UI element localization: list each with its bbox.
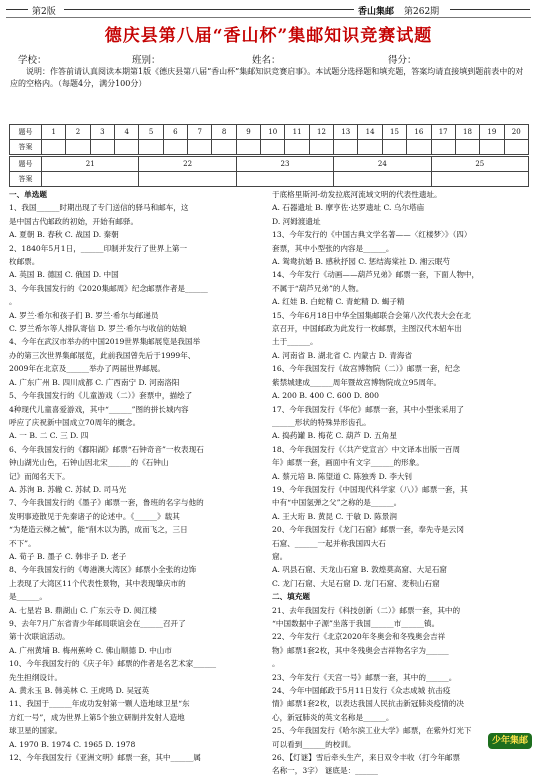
instructions: 说明：作答前请认真阅读本期第1版《德庆县第八届“香山杯”集邮知识竞赛启事》。本试题分选择题和填充题，答案均请直接填到题前表中的对应的空格内。（每题4分，满分100分） — [10, 67, 524, 88]
question-line: 。 — [272, 659, 280, 669]
question-line: 名称一，3字） 谜底是：______ — [272, 766, 378, 776]
question-line: A. 黄永玉 B. 韩美林 C. 王虎鸣 D. 吴冠英 — [9, 686, 150, 696]
question-line: 17、今年我国发行《华佗》邮票一套，其中小型张采用了 — [272, 404, 464, 414]
question-number: 4 — [115, 125, 139, 140]
header-rule-mid — [64, 9, 354, 10]
question-line: A. 罗兰·希尔和孩子们 B. 罗兰·希尔与邮递员 — [9, 310, 159, 320]
row-label: 答案 — [10, 172, 42, 187]
question-line: 。 — [9, 297, 17, 307]
question-line: 4种现代儿童喜爱游戏，其中“______”图的拼长城内容 — [9, 404, 189, 414]
answer-cell[interactable] — [334, 172, 431, 187]
question-line: 是中国古代邮政的初始，开始有邮驿。 — [9, 216, 139, 226]
question-line: 上表现了大湾区11个代表性景物，其中表现肇庆市的 — [9, 578, 186, 588]
question-line: 1、我国______时期出现了专门送信的驿马和邮车，这 — [9, 203, 189, 213]
question-line: 土于______。 — [272, 337, 318, 347]
question-line: 2、1840年5月1日，______印制并发行了世界上第一 — [9, 243, 188, 253]
question-line: 10、今年我国发行的《庆子年》邮票的作者是名艺术家______ — [9, 659, 217, 669]
question-line: C. 罗兰希尔等人排队寄信 D. 罗兰·希尔与收信的姑娘 — [9, 324, 187, 334]
answer-cell[interactable] — [358, 140, 382, 155]
question-number: 18 — [455, 125, 479, 140]
answer-cell[interactable] — [480, 140, 504, 155]
question-number: 22 — [139, 157, 236, 172]
question-line: 年》邮票一套，画面中有文字______的形象。 — [272, 458, 424, 468]
answer-cell[interactable] — [407, 140, 431, 155]
question-number: 19 — [480, 125, 504, 140]
question-line: 第十次联谊活动。 — [9, 632, 70, 642]
question-number: 25 — [431, 157, 528, 172]
question-line: A. 河南省 B. 湖北省 C. 内蒙古 D. 青海省 — [272, 350, 413, 360]
question-line: 25、今年我国发行《哈尔滨工业大学》邮票，在紫外灯光下 — [272, 726, 472, 736]
name-label: 姓名： — [252, 55, 281, 66]
question-line: A. 荀子 B. 墨子 C. 韩非子 D. 老子 — [9, 551, 127, 561]
question-line: A. 一 B. 二 C. 三 D. 四 — [9, 431, 89, 441]
answer-cell[interactable] — [236, 172, 333, 187]
question-line: “为楚造云梯之械”，能“削木以为鹊，成而飞之，三日 — [9, 525, 188, 535]
question-number: 8 — [212, 125, 236, 140]
question-line: A. 王大珩 B. 黄昆 C. 于敏 D. 陈景润 — [272, 511, 397, 521]
question-line: 6、今年我国发行的《鄱阳湖》邮票“石钟奇音”一枚表现石 — [9, 444, 204, 454]
question-line: 紫禁城建成______周年暨故宫博物院成立95周年。 — [272, 377, 442, 387]
question-line: A. 夏朝 B. 春秋 C. 战国 D. 秦朝 — [9, 230, 119, 240]
school-label: 学校： — [18, 55, 47, 66]
row-label: 题号 — [10, 125, 42, 140]
question-line: 13、今年发行的《中国古典文学名著——〈红楼梦〉》（四） — [272, 230, 472, 240]
question-line: 11、我国于______年成功发射第一颗人造地球卫星“东 — [9, 699, 190, 709]
question-line: ______形状的特殊异形齿孔。 — [272, 417, 371, 427]
header-rule-left — [6, 9, 28, 10]
question-line: 可以看到______的校训。 — [272, 739, 356, 749]
table-row — [10, 125, 529, 140]
question-line: 方红一号”，成为世界上第5个独立研制并发射人造地 — [9, 712, 185, 722]
table-row — [10, 172, 529, 187]
answer-cell[interactable] — [115, 140, 139, 155]
question-number: 9 — [236, 125, 260, 140]
question-line: 4、今年在武汉市举办的中国2019世界集邮展览是我国举 — [9, 337, 201, 347]
answer-cell[interactable] — [139, 140, 163, 155]
question-line: 15、今年6月18日中华全国集邮联合会第八次代表大会在北 — [272, 310, 471, 320]
row-label: 题号 — [10, 157, 42, 172]
header-publication: 香山集邮 — [358, 7, 395, 17]
question-line: A. 巩县石窟、天龙山石窟 B. 敦煌莫高窟、大足石窟 — [272, 565, 448, 575]
question-line: A. 鸳鸯抗婚 B. 感秋抒园 C. 惩结海棠社 D. 湘云眠芍 — [272, 257, 451, 267]
question-number: 17 — [431, 125, 455, 140]
question-number: 21 — [42, 157, 139, 172]
question-line: D. 河姆渡遗址 — [272, 216, 321, 226]
logo: 少年集邮 — [488, 733, 532, 749]
question-number: 2 — [66, 125, 90, 140]
question-line: A. 捣药罐 B. 梅花 C. 葫芦 D. 五角星 — [272, 431, 397, 441]
question-number: 15 — [382, 125, 406, 140]
answer-cell[interactable] — [285, 140, 309, 155]
answer-cell[interactable] — [382, 140, 406, 155]
question-line: A. 红娃 B. 白蛇精 C. 青蛇精 D. 蝎子精 — [272, 297, 405, 307]
answer-cell[interactable] — [431, 140, 455, 155]
question-line: 21、去年我国发行《科技创新（二）》邮票一套，其中的 — [272, 605, 461, 615]
answer-cell[interactable] — [188, 140, 212, 155]
question-line: 钟山湖光山色，石钟山因北宋______的《石钟山 — [9, 458, 169, 468]
question-number: 5 — [139, 125, 163, 140]
question-line: 18、今年我国发行《〈共产党宣言〉中文译本出版一百周 — [272, 444, 461, 454]
question-line: 20、今年我国发行《龙门石窟》邮票一套，奉先寺是云冈 — [272, 525, 464, 535]
question-line: 发明事迹散见于先秦诸子的论述中。《______》载其 — [9, 511, 180, 521]
question-number: 13 — [334, 125, 358, 140]
answer-cell[interactable] — [504, 140, 528, 155]
answer-table-1 — [9, 124, 529, 155]
question-line: 情》邮票1套2枚，以表达我国人民抗击新冠肺炎疫情的决 — [272, 699, 464, 709]
question-line: 物》邮票1套2枚，其中冬残奥会吉祥物名字为______ — [272, 645, 449, 655]
answer-cell[interactable] — [431, 172, 528, 187]
question-line: 16、今年我国发行《故宫博物院（二）》邮票一套，纪念 — [272, 364, 461, 374]
question-line: 中有“中国氢弹之父”之称的是______。 — [272, 498, 402, 508]
questions-right-column — [272, 188, 530, 778]
question-line: A. 1970 B. 1974 C. 1965 D. 1978 — [9, 739, 136, 749]
question-number: 6 — [163, 125, 187, 140]
question-line: A. 广州黄埔 B. 梅州蕉岭 C. 佛山顺德 D. 中山市 — [9, 645, 172, 655]
question-line: A. 英国 B. 德国 C. 俄国 D. 中国 — [9, 270, 119, 280]
answer-cell[interactable] — [42, 172, 139, 187]
header-divider — [6, 17, 531, 18]
question-line: 办的第三次世界集邮展览，此前我国曾先后于1999年、 — [9, 350, 196, 360]
question-line: 8、今年我国发行的《粤港澳大湾区》邮票小全张的边饰 — [9, 565, 197, 575]
question-line: 是______。 — [9, 592, 47, 602]
question-number: 11 — [285, 125, 309, 140]
answer-cell[interactable] — [66, 140, 90, 155]
question-line: 套票，其中小型张的内容是______。 — [272, 243, 394, 253]
answer-cell[interactable] — [42, 140, 66, 155]
question-line: 记》而闻名天下。 — [9, 471, 70, 481]
question-number: 1 — [42, 125, 66, 140]
question-line: A. 七星岩 B. 鼎湖山 C. 广东云寺 D. 阅江楼 — [9, 605, 157, 615]
question-line: 26、【灯谜】雪后牵头生产，来日双令丰收（打今年邮票 — [272, 753, 461, 763]
page-title: 德庆县第八届“香山杯”集邮知识竞赛试题 — [104, 26, 433, 46]
question-line: 一、单选题 — [9, 190, 47, 199]
answer-cell[interactable] — [236, 140, 260, 155]
question-line: “中国数据中子源”坐落于我国______市______镇。 — [272, 619, 440, 628]
question-line: 7、今年我国发行的《墨子》邮票一套，鲁班的名字与他的 — [9, 498, 204, 508]
question-line: 9、去年7月广东省青少年邮局联谊会在______召开了 — [9, 619, 186, 628]
question-number: 14 — [358, 125, 382, 140]
question-line: 5、今年我国发行的《儿童游戏（二）》套票中，描绘了 — [9, 391, 193, 401]
answer-cell[interactable] — [455, 140, 479, 155]
question-number: 12 — [309, 125, 333, 140]
answer-table-2 — [9, 156, 529, 187]
score-label: 得分： — [388, 55, 417, 66]
question-line: 23、今年发行《天宫一号》邮票一套，其中的______。 — [272, 672, 457, 682]
header-rule-right — [450, 9, 530, 10]
question-line: 先生担纲设计。 — [9, 672, 63, 682]
question-number: 10 — [261, 125, 285, 140]
answer-cell[interactable] — [90, 140, 114, 155]
row-label: 答案 — [10, 140, 42, 155]
question-line: A. 广东广州 B. 四川成都 C. 广西南宁 D. 河南洛阳 — [9, 377, 180, 387]
question-number: 20 — [504, 125, 528, 140]
answer-cell[interactable] — [309, 140, 333, 155]
question-line: 枚邮票。 — [9, 257, 40, 267]
question-line: A. 蔡元培 B. 陈望道 C. 陈独秀 D. 李大钊 — [272, 471, 413, 481]
answer-cell[interactable] — [163, 140, 187, 155]
answer-cell[interactable] — [261, 140, 285, 155]
question-line: 12、今年我国发行《亚洲文明》邮票一套，其中______属 — [9, 753, 201, 763]
class-label: 班别： — [132, 55, 161, 66]
question-line: 二、填充题 — [272, 592, 310, 602]
question-line: C. 龙门石窟、大足石窟 D. 龙门石窟、麦积山石窟 — [272, 578, 440, 588]
question-number: 23 — [236, 157, 333, 172]
answer-cell[interactable] — [139, 172, 236, 187]
question-line: 3、今年我国发行的《2020集邮周》纪念邮票作者是______ — [9, 283, 208, 293]
question-line: 2009年在北京及______举办了两届世界邮展。 — [9, 364, 166, 374]
answer-cell[interactable] — [334, 140, 358, 155]
question-line: 14、今年发行《动画——葫芦兄弟》邮票一套，下面人物中， — [272, 270, 480, 280]
question-line: 不下”。 — [9, 538, 36, 548]
answer-cell[interactable] — [212, 140, 236, 155]
question-line: 石窟、______一起并称我国四大石 — [272, 538, 386, 548]
question-line: 呼应了庆祝新中国成立70周年的概念。 — [9, 417, 141, 427]
question-line: A. 200 B. 400 C. 600 D. 800 — [272, 391, 379, 401]
question-line: 不属于“葫芦兄弟”的人物。 — [272, 283, 364, 293]
question-line: 窟。 — [272, 551, 288, 561]
question-line: 京召开，中国邮政为此发行一枚邮票，主图汉代木轺车出 — [272, 324, 462, 334]
question-line: 19、今年我国发行《中国现代科学家（八）》邮票一套，其 — [272, 484, 468, 494]
table-row — [10, 157, 529, 172]
header-issue: 第262期 — [404, 7, 440, 17]
question-number: 24 — [334, 157, 431, 172]
question-line: A. 苏洵 B. 苏辙 C. 苏轼 D. 司马光 — [9, 484, 127, 494]
question-line: 球卫星的国家。 — [9, 726, 63, 736]
question-line: 于底格里斯河-幼发拉底河流域文明的代表性遗址。 — [272, 190, 442, 199]
questions-left-column — [9, 188, 267, 764]
question-number: 3 — [90, 125, 114, 140]
question-number: 7 — [188, 125, 212, 140]
question-line: A. 石器遗址 B. 摩亨佐·达罗遗址 C. 乌尔塔庙 — [272, 203, 425, 213]
question-line: 心，新冠肺炎的英文名称是______。 — [272, 712, 394, 722]
table-row — [10, 140, 529, 155]
question-line: 24、今年中国邮政于5月11日发行《众志成城 抗击疫 — [272, 686, 451, 696]
header-edition: 第2版 — [32, 7, 56, 17]
question-line: 22、今年发行《北京2020年冬奥会和冬残奥会吉祥 — [272, 632, 446, 642]
question-number: 16 — [407, 125, 431, 140]
